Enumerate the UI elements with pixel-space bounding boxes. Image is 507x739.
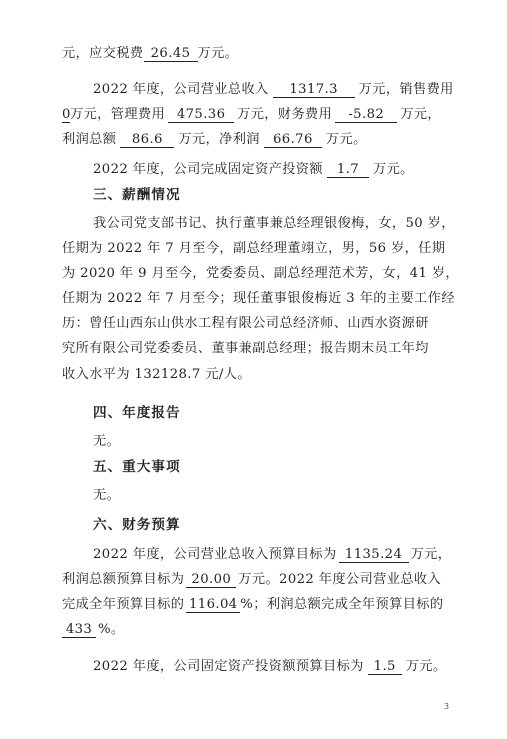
budget-profit-mid: 万元。2022 年度公司营业总收入 [238, 572, 442, 587]
investment-value: 1.7 [327, 162, 369, 178]
revenue-value: 1317.3 [273, 82, 355, 98]
major-events-text: 无。 [93, 488, 121, 503]
budget-profit-value: 20.00 [186, 572, 236, 588]
net-profit-value: 66.76 [264, 132, 322, 148]
profit-completion-unit: %。 [98, 622, 125, 637]
net-unit: 万元。 [325, 132, 367, 147]
tax-prefix: 元，应交税费 [62, 46, 144, 61]
profit-completion-line [62, 621, 125, 639]
budget-heading: 六、财务预算 [93, 517, 181, 533]
budget-investment-value: 1.5 [368, 659, 402, 675]
salary-line-1: 我公司党支部书记、执行董事兼总经理银俊梅，女，50 岁， [93, 216, 455, 231]
salary-line-5: 历：曾任山西东山供水工程有限公司总经济师、山西水资源研 [62, 316, 429, 331]
total-profit-value: 86.6 [120, 132, 174, 148]
budget-completion-mid: %；利润总额完成全年预算目标的 [240, 597, 444, 612]
budget-investment-line [93, 658, 447, 676]
page-number: 3 [444, 702, 450, 711]
revenue-prefix: 2022 年度，公司营业总收入 [93, 82, 269, 97]
salary-line-7: 收入水平为 132128.7 元/人。 [62, 367, 251, 382]
budget-revenue-prefix: 2022 年度，公司营业总收入预算目标为 [93, 547, 337, 562]
budget-revenue-unit: 万元， [410, 547, 452, 562]
budget-completion-prefix: 完成全年预算目标的 [62, 597, 185, 612]
budget-profit-prefix: 利润总额预算目标为 [62, 572, 185, 587]
revenue-line [93, 81, 454, 99]
profit-line [62, 131, 367, 149]
mgmt-prefix: 万元，管理费用 [70, 107, 166, 122]
fin-expense-value: -5.82 [335, 107, 397, 123]
salary-line-3: 为 2020 年 9 月至今，党委委员、副总经理范术芳，女，41 岁， [62, 266, 460, 281]
sales-expense-value: 0 [62, 107, 71, 122]
salary-line-6: 究所有限公司党委委员、董事兼副总经理；报告期末员工年均 [62, 341, 429, 356]
budget-investment-prefix: 2022 年度，公司固定资产投资额预算目标为 [93, 659, 364, 674]
salary-heading: 三、薪酬情况 [93, 187, 181, 203]
profit-prefix: 利润总额 [62, 132, 117, 147]
revenue-completion-value: 116.04 [186, 597, 240, 613]
revenue-mid: 万元，销售费用 [358, 82, 454, 97]
salary-line-4: 任期为 2022 年 7 月至今；现任董事银俊梅近 3 年的主要工作经 [62, 291, 455, 306]
major-events-heading: 五、重大事项 [93, 459, 181, 475]
net-prefix: 万元，净利润 [178, 132, 260, 147]
salary-line-2: 任期为 2022 年 7 月至今，副总经理董翊立，男，56 岁，任期 [62, 241, 446, 256]
budget-profit-line [62, 571, 441, 589]
mgmt-expense-value: 475.36 [168, 107, 234, 123]
budget-completion-line [62, 596, 443, 614]
annual-report-heading: 四、年度报告 [93, 405, 181, 421]
fin-prefix: 万元，财务费用 [237, 107, 333, 122]
investment-line [93, 161, 414, 179]
tax-unit: 万元。 [197, 46, 239, 61]
expense-line [62, 106, 441, 124]
investment-unit: 万元。 [372, 162, 414, 177]
profit-completion-value: 433 [62, 622, 96, 638]
tax-value: 26.45 [144, 46, 198, 62]
budget-revenue-value: 1135.24 [339, 547, 409, 563]
tax-line [62, 45, 238, 63]
investment-prefix: 2022 年度，公司完成固定资产投资额 [93, 162, 323, 177]
budget-revenue-line [93, 546, 451, 564]
budget-investment-unit: 万元。 [405, 659, 447, 674]
annual-report-text: 无。 [93, 434, 121, 449]
fin-unit: 万元， [400, 107, 442, 122]
